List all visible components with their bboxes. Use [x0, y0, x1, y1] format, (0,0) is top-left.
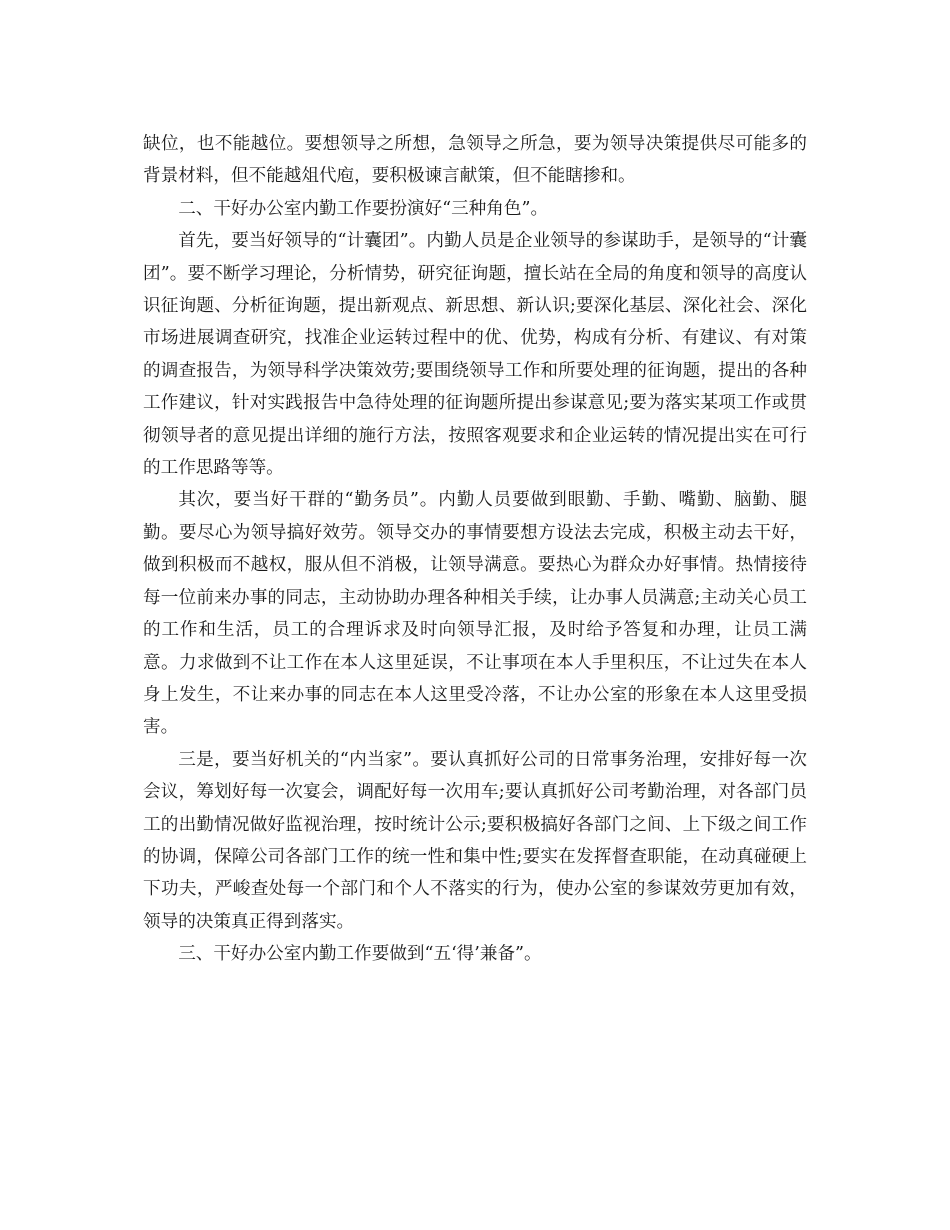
paragraph-continued: 缺位，也不能越位。要想领导之所想，急领导之所急，要为领导决策提供尽可能多的背景材料，但不能越俎代庖，要积极谏言献策，但不能瞎掺和。	[143, 134, 807, 187]
paragraph-third-role: 三是，要当好机关的“内当家”。要认真抓好公司的日常事务治理，安排好每一次会议，筹划好每一次宴会，调配好每一次用车;要认真抓好公司考勤治理，对各部门员工的出勤情况做好监视治理，按时统计公示;要积极搞好各部门之间、上下级之间工作的协调，保障公司各部门工作的统一性和集中性;要实在发挥督查职能，在动真碰硬上下功夫，严峻查处每一个部门和个人不落实的行为，使办公室的参谋效劳更加有效，领导的决策真正得到落实。	[143, 749, 807, 932]
paragraph-first-role: 首先，要当好领导的“计囊团”。内勤人员是企业领导的参谋助手，是领导的“计囊团”。要不断学习理论，分析情势，研究征询题，擅长站在全局的角度和领导的高度认识征询题、分析征询题，提出新观点、新思想、新认识;要深化基层、深化社会、深化市场进展调查研究，找准企业运转过程中的优、优势，构成有分析、有建议、有对策的调查报告，为领导科学决策效劳;要围绕领导工作和所要处理的征询题，提出的各种工作建议，针对实践报告中急待处理的征询题所提出参谋意见;要为落实某项工作或贯彻领导者的意见提出详细的施行方法，按照客观要求和企业运转的情况提出实在可行的工作思路等等。	[143, 231, 807, 479]
document-body	[143, 128, 807, 971]
section-heading-two: 二、干好办公室内勤工作要扮演好“三种角色”。	[178, 198, 549, 219]
paragraph-second-role: 其次，要当好干群的“勤务员”。内勤人员要做到眼勤、手勤、嘴勤、脑勤、腿勤。要尽心为领导搞好效劳。领导交办的事情要想方设法去完成，积极主动去干好，做到积极而不越权，服从但不消极，让领导满意。要热心为群众办好事情。热情接待每一位前来办事的同志，主动协助办理各种相关手续，让办事人员满意;主动关心员工的工作和生活，员工的合理诉求及时向领导汇报，及时给予答复和办理，让员工满意。力求做到不让工作在本人这里延误，不让事项在本人手里积压，不让过失在本人身上发生，不让来办事的同志在本人这里受冷落，不让办公室的形象在本人这里受损害。	[143, 490, 807, 738]
section-heading-three: 三、干好办公室内勤工作要做到“五‘得’兼备”。	[178, 944, 542, 965]
